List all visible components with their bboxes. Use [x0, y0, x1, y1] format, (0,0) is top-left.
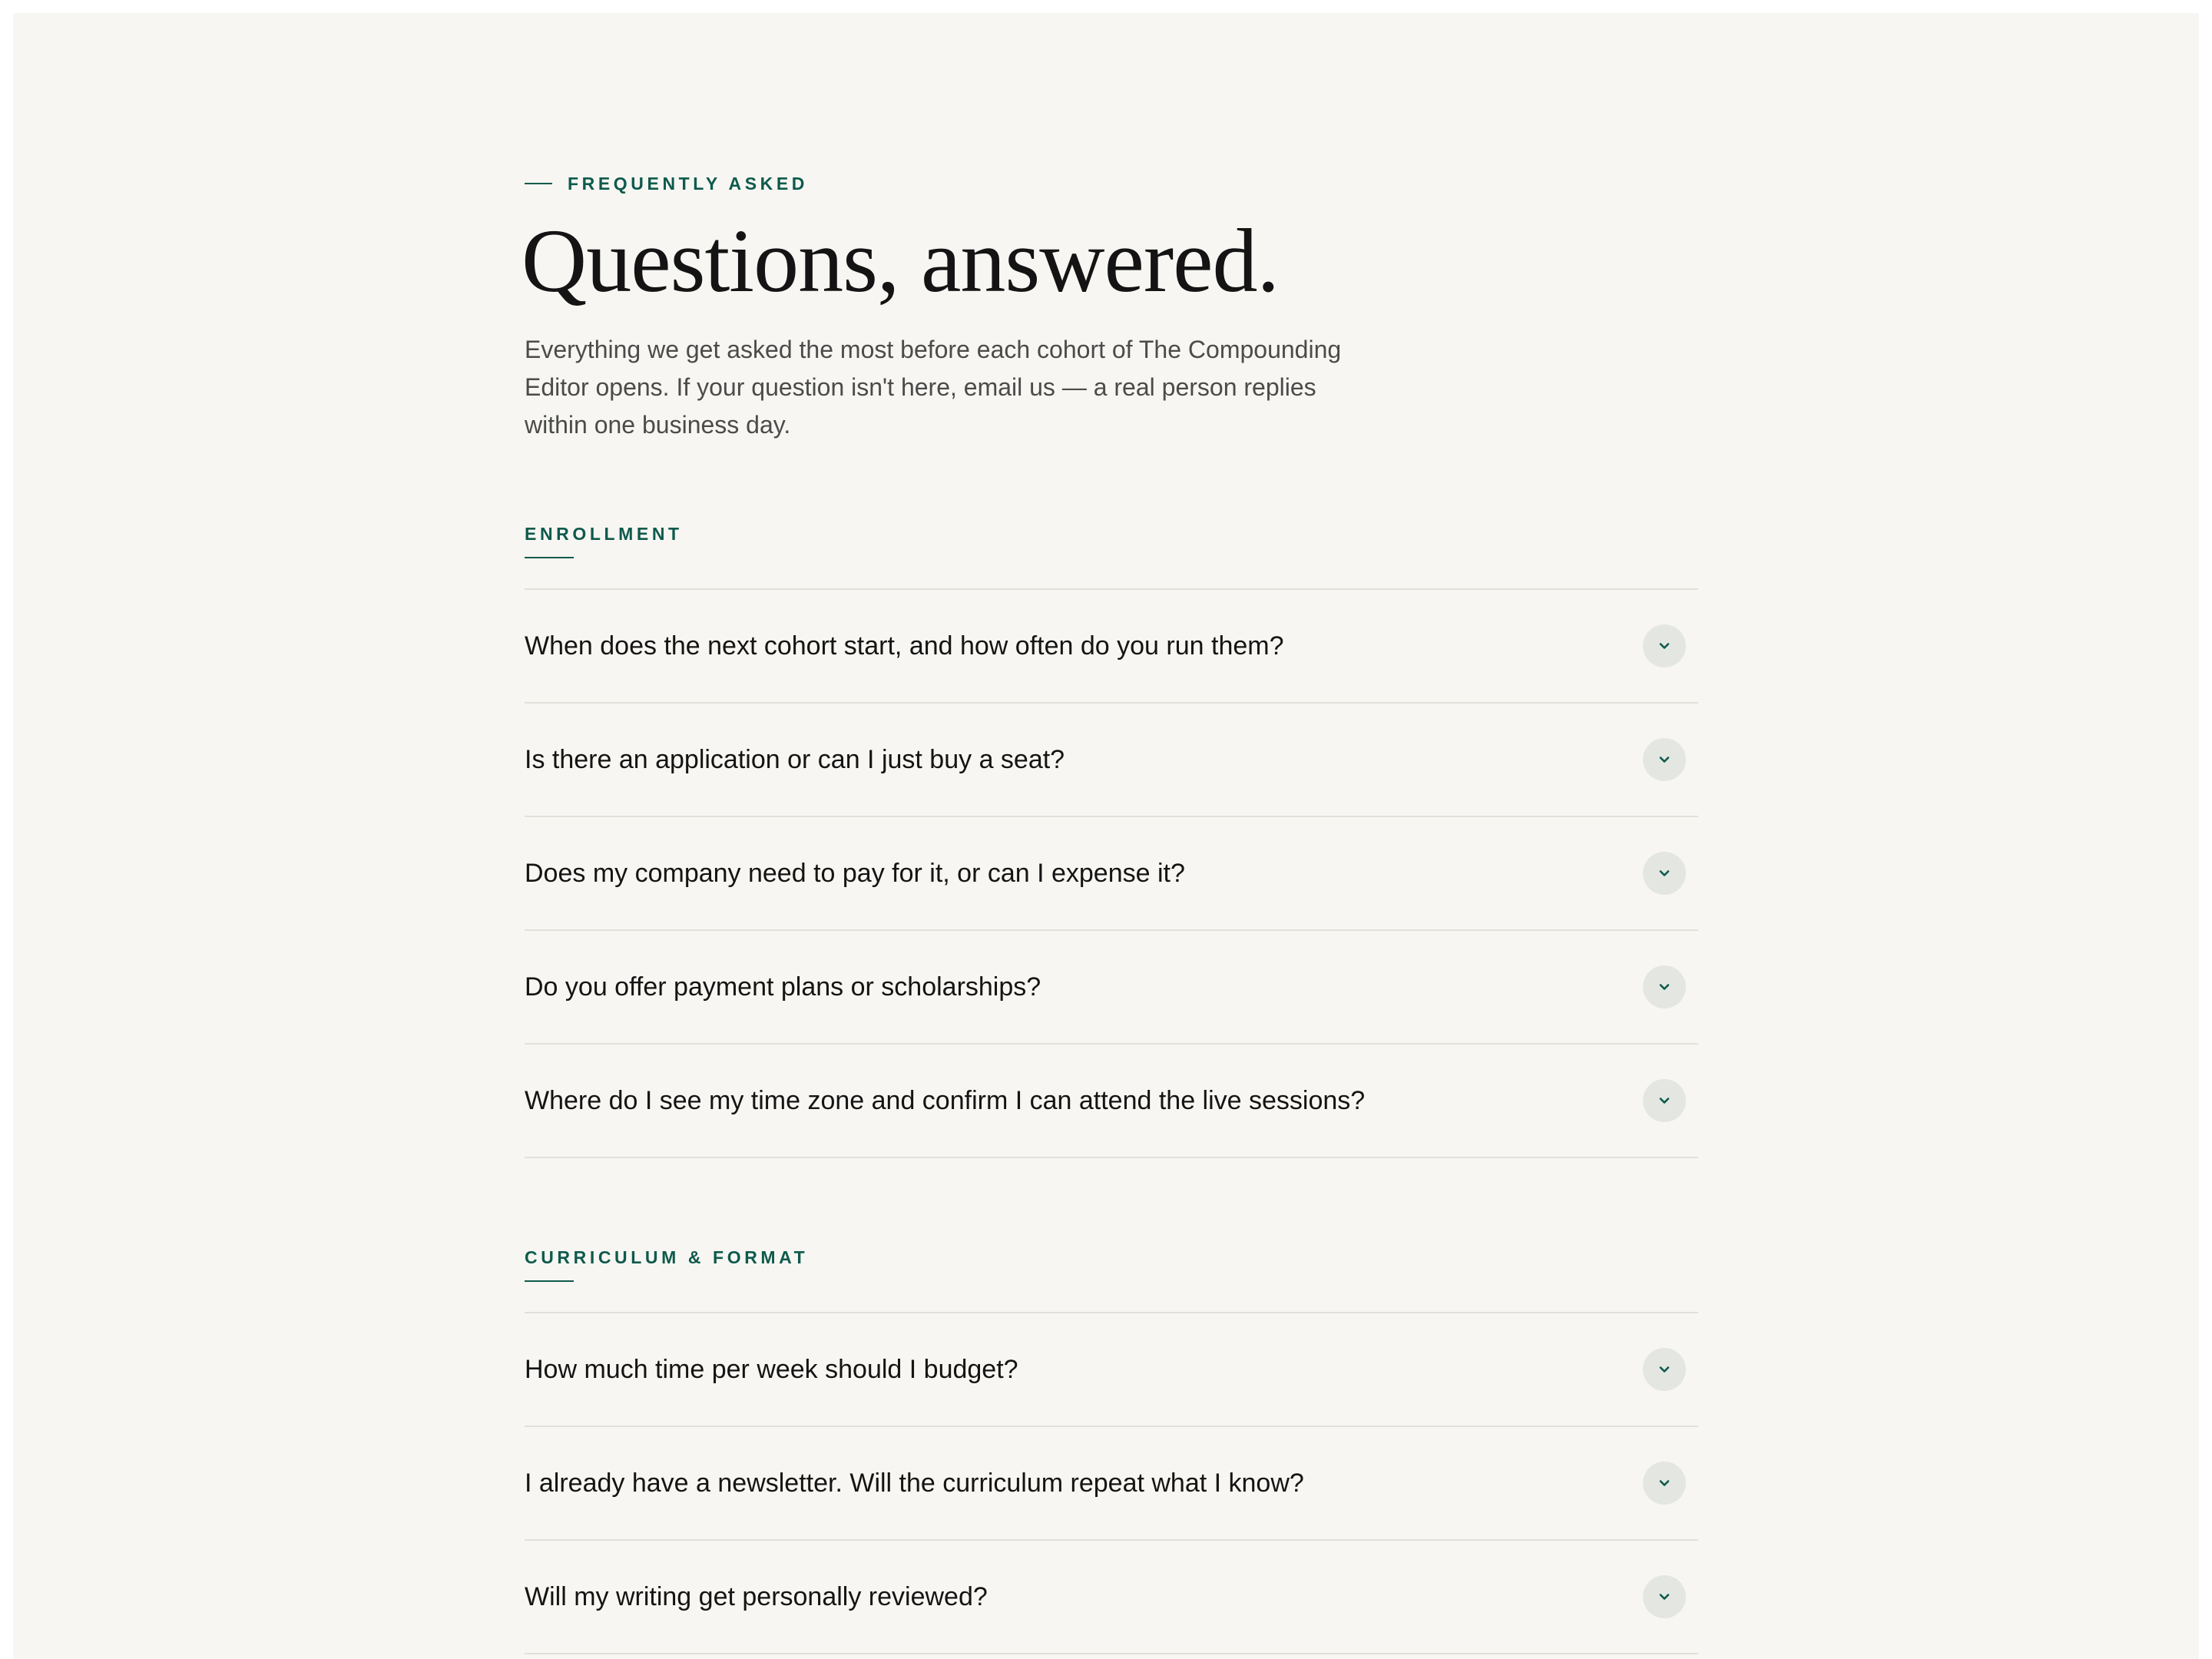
expand-toggle-button[interactable]	[1643, 965, 1686, 1008]
chevron-down-icon	[1657, 1093, 1672, 1108]
eyebrow-dash	[525, 183, 552, 184]
section-label: CURRICULUM & FORMAT	[525, 1247, 809, 1267]
faq-section-curriculum	[525, 1243, 1698, 1654]
faq-page	[13, 13, 2199, 1659]
eyebrow	[525, 170, 808, 197]
faq-item[interactable]	[525, 817, 1698, 931]
faq-list	[525, 1312, 1698, 1654]
expand-toggle-button[interactable]	[1643, 738, 1686, 781]
faq-item[interactable]	[525, 1313, 1698, 1427]
eyebrow-text: FREQUENTLY ASKED	[568, 173, 809, 194]
chevron-down-icon	[1657, 1475, 1672, 1491]
chevron-down-icon	[1657, 866, 1672, 881]
section-underline	[525, 557, 574, 558]
chevron-down-icon	[1657, 1362, 1672, 1377]
faq-question: When does the next cohort start, and how often do you run them?	[525, 631, 1284, 661]
faq-question: Is there an application or can I just buy a seat?	[525, 745, 1065, 774]
faq-item[interactable]	[525, 1045, 1698, 1158]
chevron-down-icon	[1657, 752, 1672, 767]
expand-toggle-button[interactable]	[1643, 1575, 1686, 1618]
expand-toggle-button[interactable]	[1643, 624, 1686, 667]
faq-item[interactable]	[525, 931, 1698, 1045]
expand-toggle-button[interactable]	[1643, 1462, 1686, 1505]
page-title: Questions, answered.	[522, 210, 1280, 311]
faq-item[interactable]	[525, 1541, 1698, 1654]
chevron-down-icon	[1657, 638, 1672, 654]
expand-toggle-button[interactable]	[1643, 1079, 1686, 1122]
faq-list	[525, 588, 1698, 1158]
faq-item[interactable]	[525, 590, 1698, 704]
expand-toggle-button[interactable]	[1643, 852, 1686, 895]
faq-question: Do you offer payment plans or scholarships?	[525, 972, 1041, 1002]
faq-question: How much time per week should I budget?	[525, 1355, 1018, 1384]
chevron-down-icon	[1657, 1589, 1672, 1604]
faq-item[interactable]	[525, 704, 1698, 817]
faq-question: Does my company need to pay for it, or can I expense it?	[525, 859, 1185, 888]
section-underline	[525, 1280, 574, 1282]
faq-item[interactable]	[525, 1427, 1698, 1541]
expand-toggle-button[interactable]	[1643, 1348, 1686, 1391]
intro-paragraph: Everything we get asked the most before each cohort of The Compounding Editor opens. If your question isn't here, email us — a real person replies within one business day.	[525, 336, 1342, 439]
section-label: ENROLLMENT	[525, 524, 683, 544]
faq-question: Will my writing get personally reviewed?	[525, 1582, 988, 1611]
faq-question: I already have a newsletter. Will the curriculum repeat what I know?	[525, 1469, 1304, 1498]
faq-section-enrollment	[525, 520, 1698, 1158]
chevron-down-icon	[1657, 979, 1672, 995]
faq-question: Where do I see my time zone and confirm I can attend the live sessions?	[525, 1086, 1366, 1115]
